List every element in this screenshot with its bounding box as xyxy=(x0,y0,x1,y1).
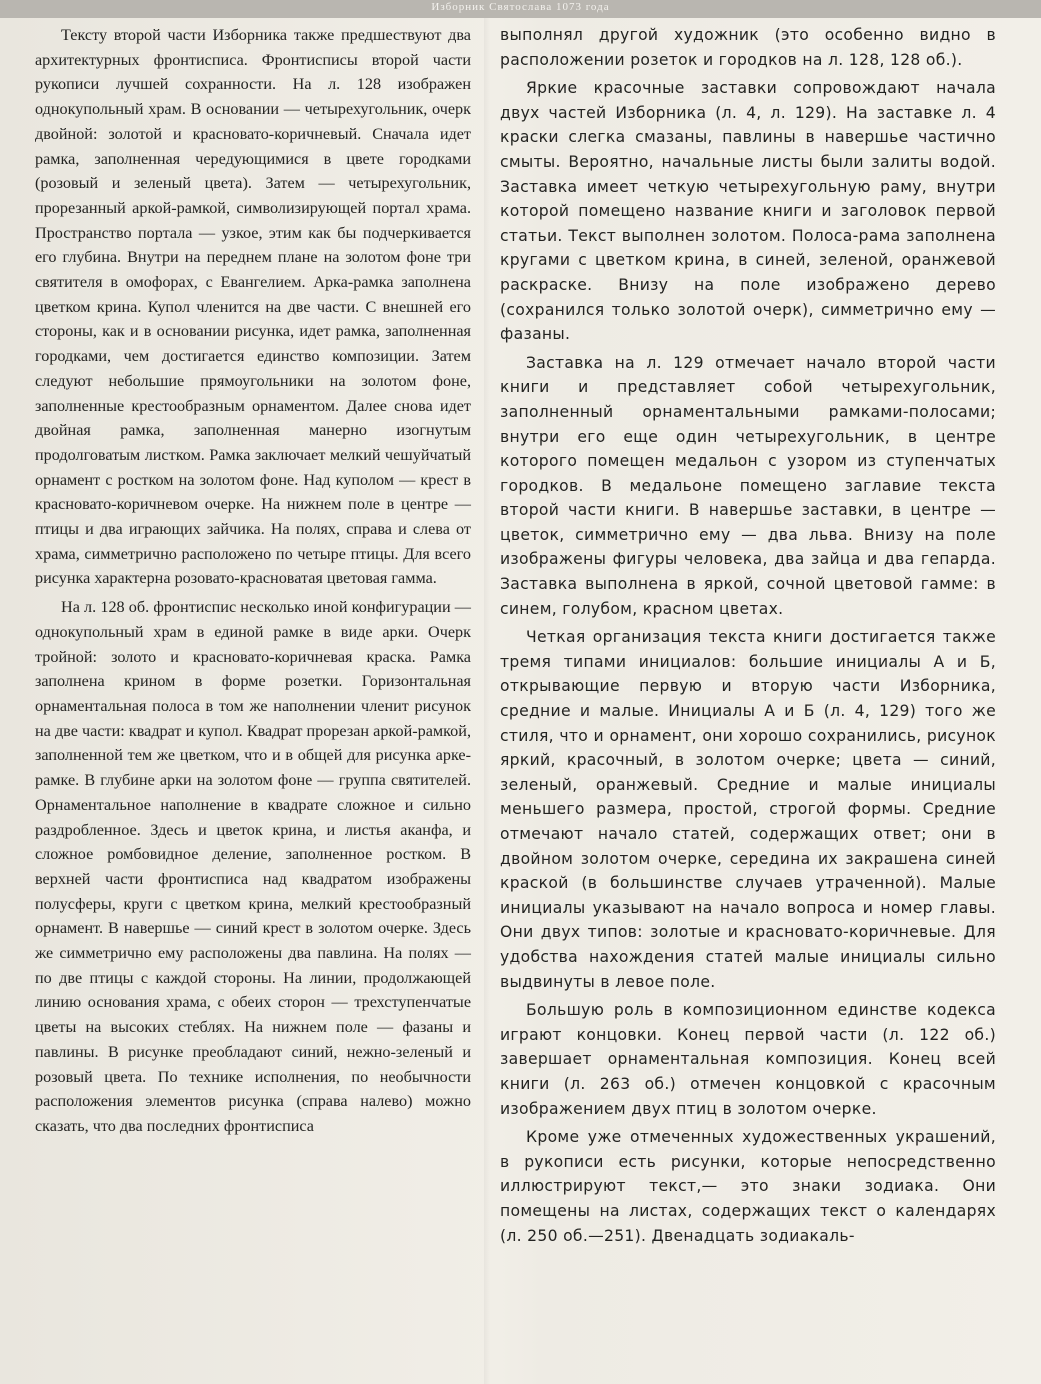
right-paragraph-2: Заставка на л. 129 отмечает начало второй части книги и представляет собой четырехугольник, заполненный орнаментальными рамками-полосами; внутри его еще один четырехугольник, в центре которого помещен медальон с узором из ступенчатых городков. В медальоне помещено заглавие текста второй части книги. В навершье заставки, в центре — цветок, симметрично ему — два льва. Внизу на поле изображены фигуры человека, два зайца и два гепарда. Заставка выполнена в яркой, сочной цветовой гамме: в синем, голубом, красном цветах. xyxy=(500,353,996,618)
right-text-column xyxy=(500,23,996,1248)
right-continuation-text: выполнял другой художник (это особенно видно в расположении розеток и городков на л. 128, 128 об.). xyxy=(500,26,996,69)
right-paragraph-5: Кроме уже отмеченных художественных украшений, в рукописи есть рисунки, которые непосредственно иллюстрируют текст,— это знаки зодиака. Они помещены на листах, содержащих текст о календарях (л. 250 об.—251). Двенадцать зодиакаль- xyxy=(500,1128,996,1245)
right-paragraph-1: Яркие красочные заставки сопровождают начала двух частей Изборника (л. 4, л. 129). На заставке л. 4 краски слегка смазаны, павлины в навершье частично смыты. Вероятно, начальные листы были залиты водой. Заставка имеет четкую четырехугольную раму, внутри которой помещено название книги и заголовок первой статьи. Текст выполнен золотом. Полоса-рама заполнена кругами с цветком крина, в синей, зеленой, оранжевой раскраске. Внизу на поле изображено дерево (сохранился только золотой очерк), симметрично ему — фазаны. xyxy=(500,79,996,344)
left-paragraph-2: На л. 128 об. фронтиспис несколько иной конфигурации — однокупольный храм в единой рамке в виде арки. Очерк тройной: золото и красновато-коричневая краска. Рамка заполнена крином в форме розетки. Горизонтальная орнаментальная полоса в том же наполнении членит рисунок на две части: квадрат и купол. Квадрат прорезан аркой-рамкой, заполненной тем же цветком, что и в общей для рисунка арке-рамке. В глубине арки на золотом фоне — группа святителей. Орнаментальное наполнение в квадрате сложное и сильно раздробленное. Здесь и цветок крина, и листья аканфа, и сложное ромбовидное деление, заполненное ростком. В верхней части фронтисписа над квадратом изображены полусферы, круги с цветком крина, мелкий крестообразный орнамент. В навершье — синий крест в золотом очерке. Здесь же симметрично ему расположены два павлина. На полях — по две птицы с каждой стороны. На линии, продолжающей линию основания храма, с обеих сторон — трехступенчатые цветы на высоких стеблях. На нижнем поле — фазаны и павлины. В рисунке преобладают синий, нежно-зеленый и розовый цвета. По технике исполнения, по необычности расположения элементов рисунка (справа налево) можно сказать, что два последних фронтисписа xyxy=(35,598,471,1135)
page-gutter-shadow xyxy=(484,18,490,1384)
left-paragraph-1: Тексту второй части Изборника также предшествуют два архитектурных фронтисписа. Фронтисписы второй части рукописи лучшей сохранности. На л. 128 изображен однокупольный храм. В основании — четырехугольник, очерк двойной: золотой и красновато-коричневый. Сначала идет рамка, заполненная чередующимися в цвете городками (розовый и зеленый цвета). Затем — четырехугольник, прорезанный аркой-рамкой, символизирующей портал храма. Пространство портала — узкое, этим как бы подчеркивается его глубина. Внутри на переднем плане на золотом фоне три святителя в омофорах, с Евангелием. Арка-рамка заполнена цветком крина. Купол членится на две части. С внешней его стороны, как и в основании рисунка, идет рамка, заполненная городками, чем достигается единство композиции. Затем следуют небольшие прямоугольники на золотом фоне, заполненные крестообразным орнаментом. Далее снова идет двойная рамка, заполненная манерно изогнутым продолговатым листком. Рамка заключает мелкий чешуйчатый орнамент с ростком на золотом фоне. Над куполом — крест в красновато-коричневом очерке. На нижнем поле в центре — птицы и два играющих зайчика. На полях, справа и слева от храма, симметрично расположено по четыре птицы. Для всего рисунка характерна розовато-красноватая цветовая гамма. xyxy=(35,26,471,588)
left-text-column xyxy=(35,23,471,1139)
right-paragraph-3: Четкая организация текста книги достигается также тремя типами инициалов: большие инициалы А и Б, открывающие первую и вторую части Изборника, средние и малые. Инициалы А и Б (л. 4, 129) того же стиля, что и орнамент, они хорошо сохранились, рисунок яркий, красочный, в золотом очерке; цвета — синий, зеленый, оранжевый. Средние и малые инициалы меньшего размера, простой, строгой формы. Средние отмечают начало статей, содержащих ответ; они в двойном золотом очерке, середина их закрашена синей краской (в большинстве случаев утраченной). Малые инициалы указывают на начало вопроса и номер главы. Они двух типов: золотые и красновато-коричневые. Для удобства нахождения статей малые инициалы сильно выдвинуты в левое поле. xyxy=(500,628,996,991)
running-head: Изборник Святослава 1073 года xyxy=(0,0,1041,18)
right-paragraph-4: Большую роль в композиционном единстве кодекса играют концовки. Конец первой части (л. 122 об.) завершает орнаментальная композиция. Конец всей книги (л. 263 об.) отмечен концовкой с красочным изображением двух птиц в золотом очерке. xyxy=(500,1001,996,1118)
